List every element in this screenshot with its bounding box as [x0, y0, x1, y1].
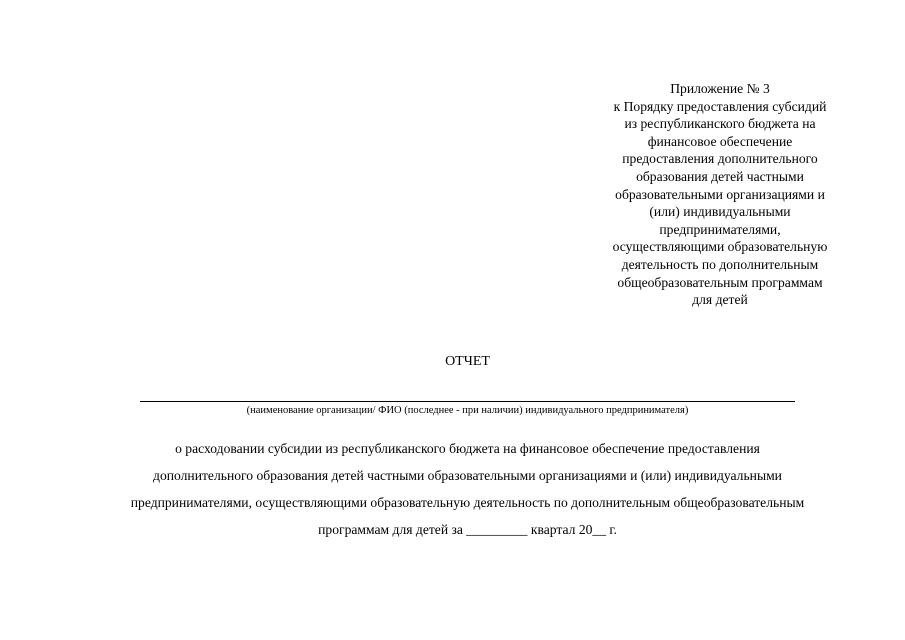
appendix-block [586, 80, 854, 309]
appendix-line: образовательными организациями и [615, 186, 825, 202]
appendix-line: деятельность по дополнительным [621, 256, 819, 272]
report-subject-line: программам для детей за _________ квартал 20__ г. [318, 522, 617, 537]
appendix-line: Приложение № 3 [670, 81, 770, 96]
report-subject-line: о расходовании субсидии из республиканского бюджета на финансовое обеспечение предоставления [175, 441, 760, 456]
organization-name-blank-line [140, 401, 795, 402]
report-title: ОТЧЕТ [445, 354, 490, 369]
appendix-line: (или) индивидуальными [649, 204, 791, 220]
appendix-line: финансовое обеспечение [647, 133, 793, 149]
appendix-line: для детей [692, 292, 748, 308]
organization-name-caption: (наименование организации/ ФИО (последнее - при наличии) индивидуального предпринимателя) [246, 405, 689, 416]
report-subject-line: дополнительного образования детей частными образовательными организациями и (или) индивидуальными [153, 468, 782, 483]
appendix-line: осуществляющими образовательную [612, 239, 828, 255]
appendix-line: из республиканского бюджета на [624, 116, 816, 132]
appendix-line: образования детей частными [636, 168, 804, 184]
report-subject-line: предпринимателями, осуществляющими образовательную деятельность по дополнительным общеобразовательным [130, 495, 805, 510]
appendix-line: предпринимателями, [659, 221, 781, 237]
appendix-line: предоставления дополнительного [622, 151, 818, 167]
appendix-line: к Порядку предоставления субсидий [613, 98, 827, 114]
report-subject-paragraph [100, 435, 835, 543]
appendix-line: общеобразовательным программам [617, 274, 823, 290]
